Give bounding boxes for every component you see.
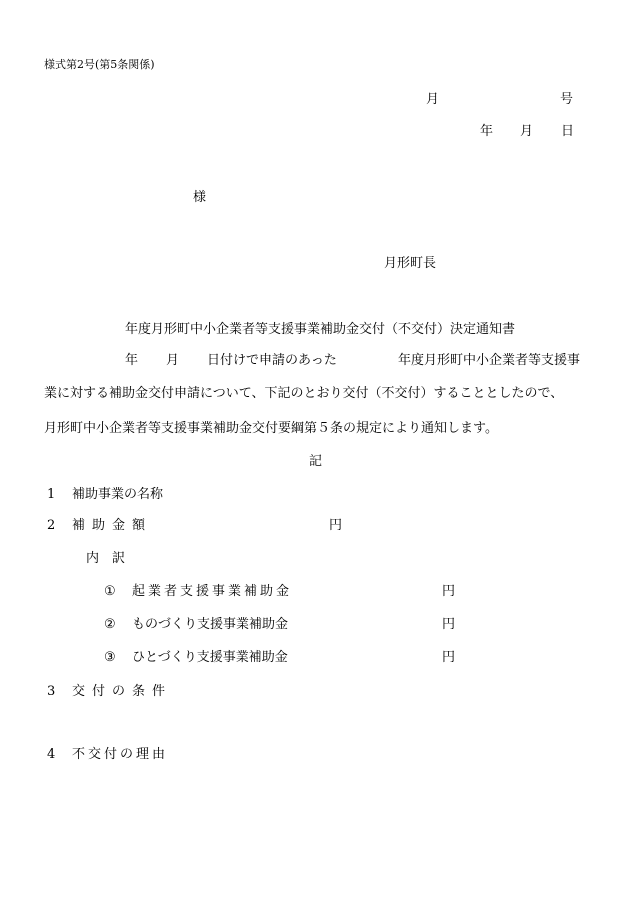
breakdown-mark: ① — [104, 584, 116, 599]
item-number: 2 — [47, 518, 56, 533]
item-label: 補助事業の名称 — [72, 487, 164, 502]
sender: 月形町長 — [384, 256, 437, 271]
body-line1-mid: 日付けで申請のあった — [207, 353, 337, 368]
item-label: 補助金額 — [72, 518, 153, 533]
breakdown-item-label: ひとづくり支援事業補助金 — [132, 650, 288, 665]
body-line1-end: 年度月形町中小企業者等支援事 — [398, 353, 581, 368]
breakdown-mark: ③ — [104, 650, 116, 665]
item-label: 不交付の理由 — [72, 747, 169, 762]
unit-yen: 円 — [442, 650, 456, 665]
body-year: 年 — [125, 353, 139, 368]
breakdown-label: 内 訳 — [86, 551, 126, 566]
body-line3: 月形町中小企業者等支援事業補助金交付要綱第５条の規定により通知します。 — [44, 421, 498, 436]
body-line2: 業に対する補助金交付申請について、下記のとおり交付（不交付）することとしたので、 — [44, 386, 564, 401]
breakdown-item-label: 起業者支援事業補助金 — [132, 584, 293, 599]
date-day: 日 — [561, 124, 575, 139]
page-title: 年度月形町中小企業者等支援事業補助金交付（不交付）決定通知書 — [125, 322, 516, 337]
body-month: 月 — [166, 353, 180, 368]
breakdown-item-label: ものづくり支援事業補助金 — [132, 617, 289, 632]
item-number: 3 — [47, 684, 56, 699]
unit-yen: 円 — [442, 617, 456, 632]
item-label: 交付の条件 — [72, 684, 173, 699]
unit-yen: 円 — [329, 518, 343, 533]
header-number: 号 — [560, 92, 574, 107]
item-number: 1 — [47, 487, 56, 502]
header-month: 月 — [426, 92, 440, 107]
date-month: 月 — [520, 124, 534, 139]
date-year: 年 — [480, 124, 494, 139]
form-label: 様式第2号(第5条関係) — [44, 58, 155, 71]
unit-yen: 円 — [442, 584, 456, 599]
addressee-suffix: 様 — [193, 190, 207, 205]
item-number: 4 — [47, 747, 56, 762]
ki-heading: 記 — [309, 454, 323, 469]
breakdown-mark: ② — [104, 617, 116, 632]
